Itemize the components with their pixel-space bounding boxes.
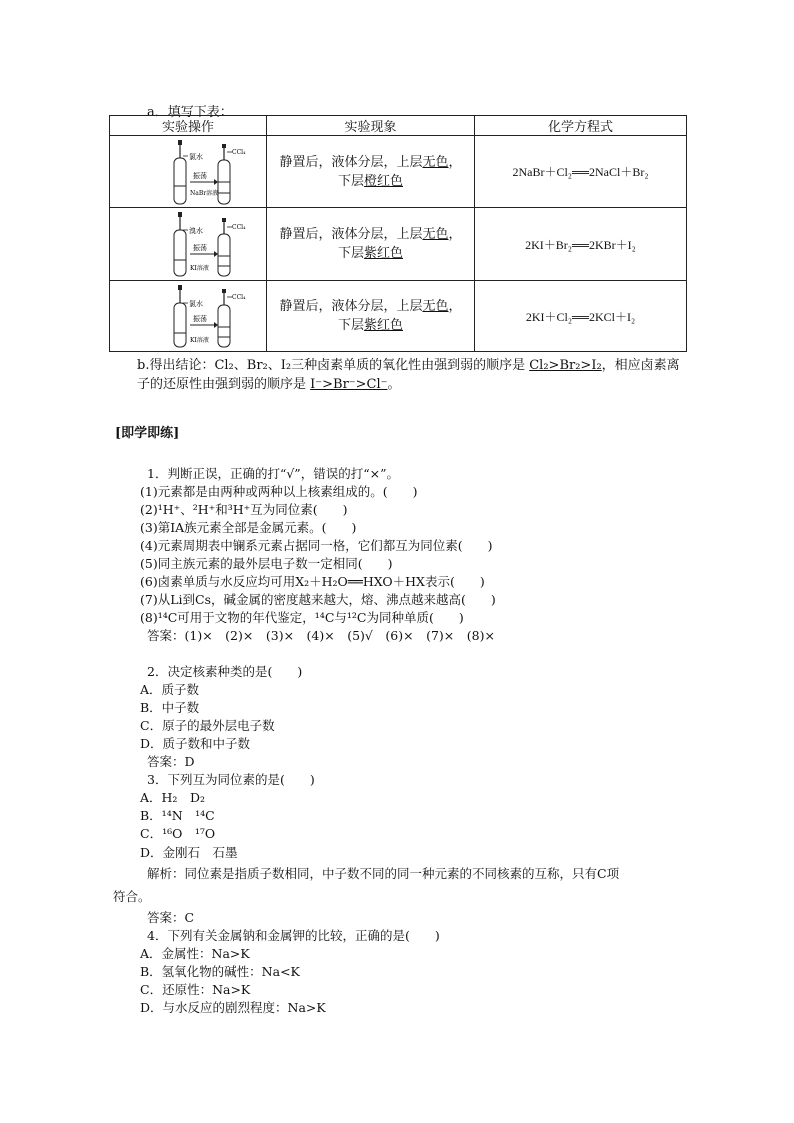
q1-item: (6)卤素单质与水反应均可用X₂＋H₂O══HXO＋HX表示( ) bbox=[140, 574, 485, 589]
table-row bbox=[110, 136, 687, 208]
q1-stem: 1．判断正误，正确的打“√”，错误的打“×”。 bbox=[147, 466, 399, 481]
q2-stem: 2．决定核素种类的是( ) bbox=[147, 664, 303, 679]
apparatus-cell bbox=[110, 208, 267, 281]
q2-option: C．原子的最外层电子数 bbox=[140, 718, 275, 733]
answer-lower-color: 紫红色 bbox=[364, 246, 404, 261]
q3-analysis: 解析：同位素是指质子数相同，中子数不同的同一种元素的不同核素的互称，只有C项 bbox=[147, 866, 620, 881]
q3-option: A．H₂ D₂ bbox=[140, 790, 205, 805]
equation-cell: 2KI＋Cl₂══2KCl＋I₂ bbox=[475, 281, 687, 352]
q2-option: B．中子数 bbox=[140, 700, 200, 715]
q4-stem: 4．下列有关金属钠和金属钾的比较，正确的是( ) bbox=[147, 928, 440, 943]
answer-upper-color: 无色 bbox=[422, 154, 449, 170]
answer-lower-color: 紫红色 bbox=[364, 318, 404, 333]
q3-stem: 3．下列互为同位素的是( ) bbox=[147, 772, 315, 787]
table-intro: a．填写下表： bbox=[147, 105, 233, 120]
apparatus-diagram bbox=[128, 283, 248, 349]
answer-upper-color: 无色 bbox=[422, 299, 449, 314]
solvent-label: CCl₄ bbox=[232, 148, 246, 156]
action-label: 振荡 bbox=[193, 171, 207, 180]
solution-label: KI溶液 bbox=[190, 265, 209, 272]
oxidizing-order: Cl₂>Br₂>I₂ bbox=[529, 358, 602, 373]
answer-upper-color: 无色 bbox=[422, 227, 449, 242]
q4-option: D．与水反应的剧烈程度：Na>K bbox=[140, 1000, 326, 1015]
reagent-label: 氯水 bbox=[189, 300, 203, 308]
phenomenon-cell: 静置后，液体分层，上层无色， 下层紫红色 bbox=[267, 208, 475, 281]
conclusion: b.得出结论：Cl₂、Br₂、I₂三种卤素单质的氧化性由强到弱的顺序是 Cl₂>Br₂>I₂，相应卤素离子的还原性由强到弱的顺序是 I⁻>Br⁻>Cl⁻。 bbox=[137, 358, 680, 392]
q4-option: A．金属性：Na>K bbox=[140, 946, 250, 961]
phenomenon-cell: 静置后，液体分层，上层无色， 下层橙红色 bbox=[267, 136, 475, 208]
apparatus-cell bbox=[110, 281, 267, 352]
action-label: 振荡 bbox=[193, 315, 207, 323]
solvent-label: CCl₄ bbox=[232, 294, 246, 301]
q1-item: (4)元素周期表中镧系元素占据同一格，它们都互为同位素( ) bbox=[140, 538, 493, 553]
q3-option: C．¹⁶O ¹⁷O bbox=[140, 826, 216, 841]
q4-option: B．氢氧化物的碱性：Na<K bbox=[140, 964, 300, 979]
equation-cell: 2NaBr＋Cl₂══2NaCl＋Br₂ bbox=[475, 136, 687, 208]
q2-answer: 答案：D bbox=[147, 754, 195, 769]
q1-item: (3)第ⅠA族元素全部是金属元素。( ) bbox=[140, 520, 357, 535]
phenomenon-cell: 静置后，液体分层，上层无色， 下层紫红色 bbox=[267, 281, 475, 352]
q3-option: B．¹⁴N ¹⁴C bbox=[140, 808, 215, 823]
apparatus-cell bbox=[110, 136, 267, 208]
equation-cell: 2KI＋Br₂══2KBr＋I₂ bbox=[475, 208, 687, 281]
header-operation: 实验操作 bbox=[110, 116, 267, 136]
q1-answer: 答案：(1)× (2)× (3)× (4)× (5)√ (6)× (7)× (8)× bbox=[147, 628, 495, 643]
header-equation: 化学方程式 bbox=[475, 116, 687, 136]
reducing-order: I⁻>Br⁻>Cl⁻ bbox=[310, 377, 388, 392]
table-row bbox=[110, 281, 687, 352]
apparatus-diagram bbox=[128, 210, 248, 278]
q4-option: C．还原性：Na>K bbox=[140, 982, 251, 997]
q3-analysis-cont: 符合。 bbox=[113, 889, 151, 904]
q2-option: A．质子数 bbox=[140, 682, 200, 697]
apparatus-diagram bbox=[128, 138, 248, 206]
header-phenomenon: 实验现象 bbox=[267, 116, 475, 136]
q3-option: D．金刚石 石墨 bbox=[140, 845, 238, 860]
reagent-label: 溴水 bbox=[189, 227, 203, 235]
q1-item: (2)¹H⁺、²H⁺和³H⁺互为同位素( ) bbox=[140, 502, 348, 517]
section-title: [即学即练] bbox=[115, 426, 180, 441]
q1-item: (1)元素都是由两种或两种以上核素组成的。( ) bbox=[140, 484, 418, 499]
q1-item: (7)从Li到Cs，碱金属的密度越来越大，熔、沸点越来越高( ) bbox=[140, 592, 496, 607]
action-label: 振荡 bbox=[193, 244, 207, 252]
experiment-table bbox=[109, 115, 687, 352]
q2-option: D．质子数和中子数 bbox=[140, 736, 251, 751]
reagent-label: 氯水 bbox=[189, 152, 203, 161]
answer-lower-color: 橙红色 bbox=[364, 173, 404, 189]
solvent-label: CCl₄ bbox=[232, 224, 246, 231]
q1-item: (5)同主族元素的最外层电子数一定相同( ) bbox=[140, 556, 393, 571]
q1-item: (8)¹⁴C可用于文物的年代鉴定，¹⁴C与¹²C为同种单质( ) bbox=[140, 610, 464, 625]
solution-label: NaBr溶液 bbox=[190, 189, 219, 197]
table-row bbox=[110, 208, 687, 281]
solution-label: KI溶液 bbox=[190, 337, 209, 344]
q3-answer: 答案：C bbox=[147, 910, 195, 925]
